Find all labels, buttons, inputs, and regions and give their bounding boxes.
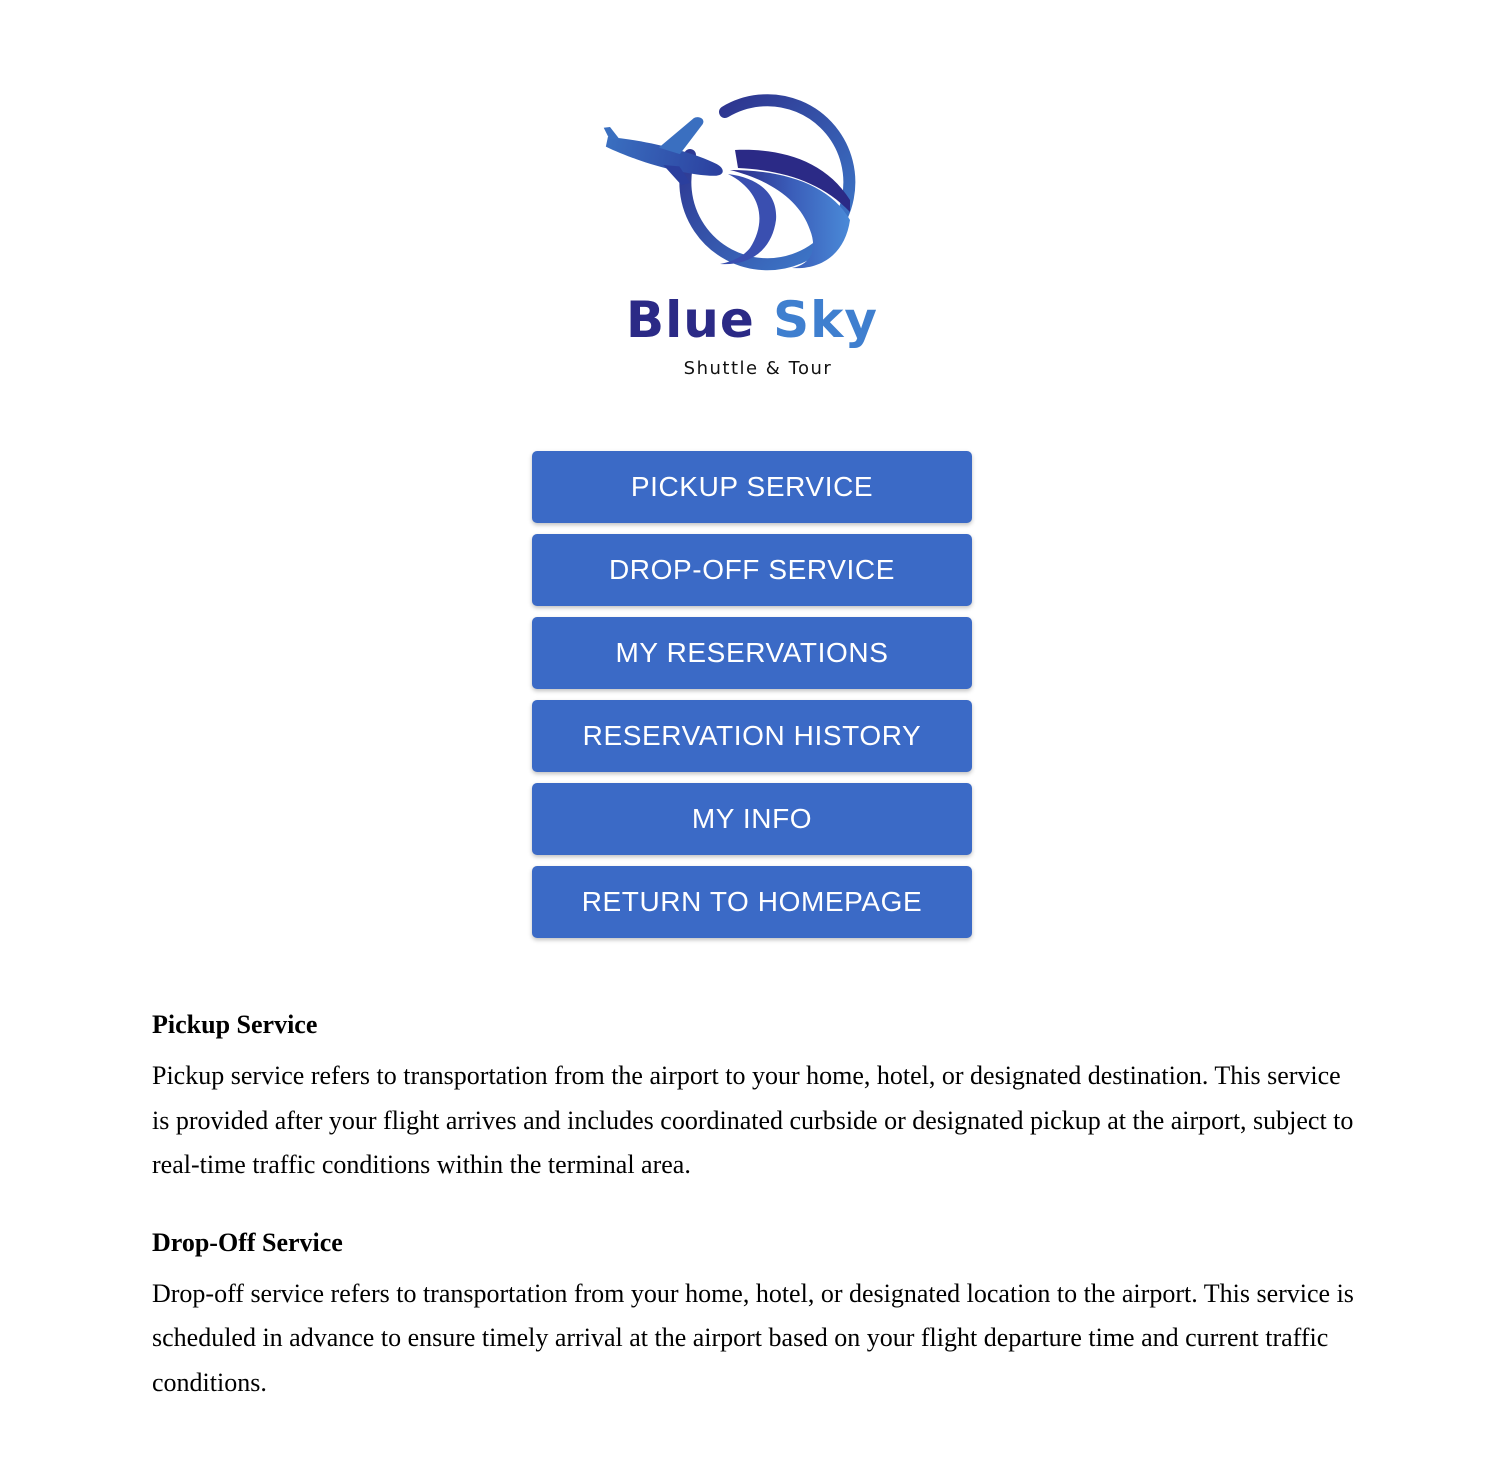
pickup-info-section <box>152 1004 1362 1188</box>
dropoff-info-body: Drop-off service refers to transportation from your home, hotel, or designated location to the airport. This service is scheduled in advance to ensure timely arrival at the airport based on your flight departure time and current traffic conditions. <box>152 1278 1354 1397</box>
dropoff-info-section <box>152 1222 1362 1406</box>
pickup-info-body: Pickup service refers to transportation from the airport to your home, hotel, or designated destination. This service is provided after your flight arrives and includes coordinated curbside or designated pickup at the airport, subject to real-time traffic conditions within the terminal area. <box>152 1061 1354 1179</box>
pickup-service-button[interactable]: PICKUP SERVICE <box>532 451 972 523</box>
my-reservations-button[interactable]: MY RESERVATIONS <box>532 617 972 689</box>
brand-tagline: Shuttle & Tour <box>683 358 833 379</box>
brand-name-part2: Sky <box>773 291 879 349</box>
return-to-homepage-button[interactable]: RETURN TO HOMEPAGE <box>532 866 972 938</box>
brand-name <box>560 290 944 350</box>
my-info-button[interactable]: MY INFO <box>532 783 972 855</box>
reservation-history-button[interactable]: RESERVATION HISTORY <box>532 700 972 772</box>
brand-logo <box>560 90 944 390</box>
dropoff-info-title: Drop-Off Service <box>152 1227 343 1257</box>
service-info <box>152 1004 1362 1405</box>
dropoff-service-button[interactable]: DROP-OFF SERVICE <box>532 534 972 606</box>
pickup-info-title: Pickup Service <box>152 1010 318 1039</box>
airplane-logo-icon <box>560 90 944 280</box>
main-menu <box>532 451 972 949</box>
brand-name-part1: Blue <box>625 291 755 349</box>
